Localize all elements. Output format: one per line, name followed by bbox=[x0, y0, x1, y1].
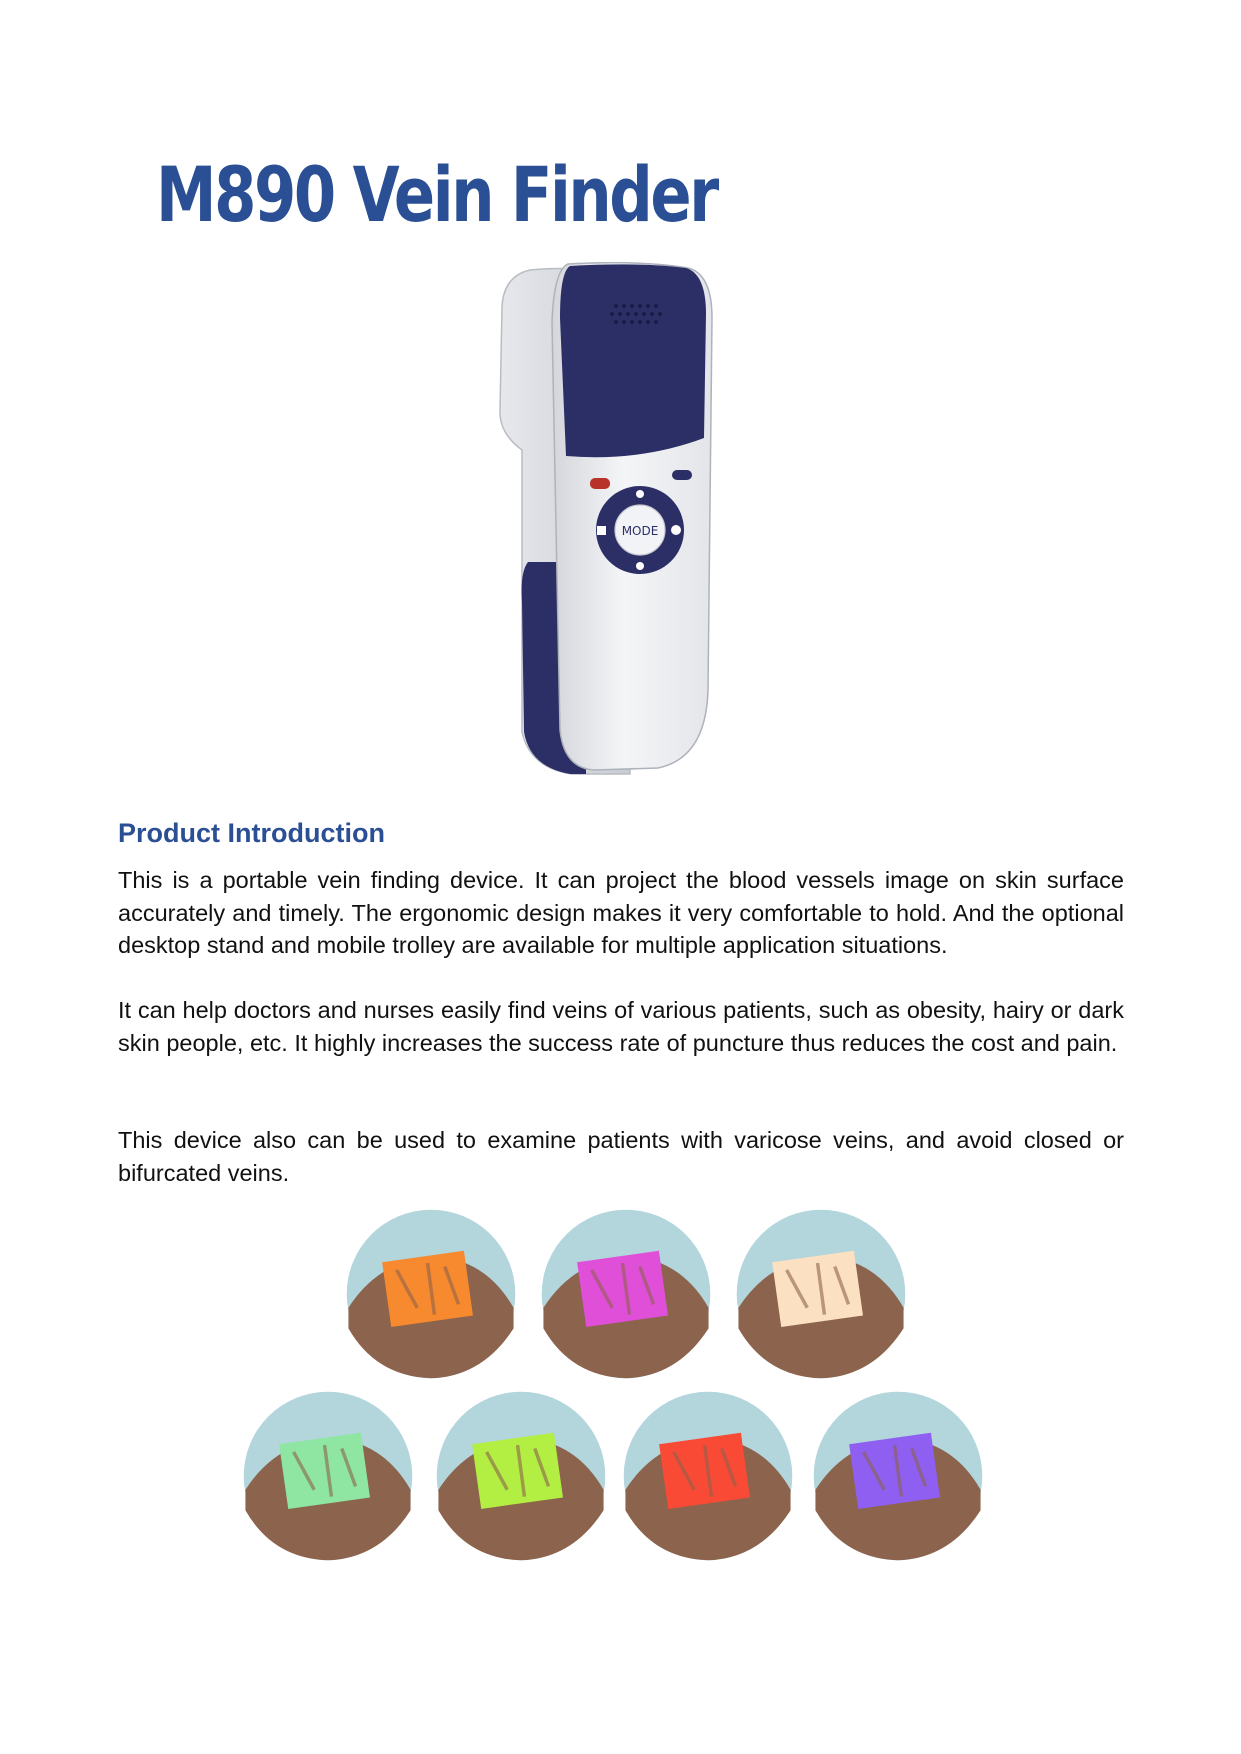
vein-projection-image-light-green bbox=[242, 1390, 414, 1562]
usb-indicator-icon bbox=[672, 470, 692, 480]
color-icon bbox=[636, 562, 644, 570]
section-heading-product-introduction: Product Introduction bbox=[118, 818, 385, 848]
intro-paragraph: It can help doctors and nurses easily find veins of various patients, such as obesity, hairy or dark skin people, etc. It highly increases the success rate of puncture thus reduces the cost and pain. bbox=[118, 997, 1124, 1056]
vein-projection-image-warm-white bbox=[735, 1208, 907, 1380]
intro-paragraph: This device also can be used to examine patients with varicose veins, and avoid closed or bifurcated veins. bbox=[118, 1127, 1124, 1186]
vein-projection-image-yellow-green bbox=[435, 1390, 607, 1562]
contrast-icon bbox=[671, 525, 681, 535]
vein-projection-image-orange bbox=[345, 1208, 517, 1380]
invert-icon bbox=[597, 526, 606, 535]
device-screen-panel bbox=[560, 264, 706, 457]
vein-projection-image-red bbox=[622, 1390, 794, 1562]
vein-projection-image-violet bbox=[812, 1390, 984, 1562]
vein-finder-device-image bbox=[490, 262, 726, 782]
intro-paragraph: This is a portable vein finding device. It can project the blood vessels image on skin surface accurately and timely. The ergonomic design makes it very comfortable to hold. And the optional desktop stand and mobile trolley are available for multiple application situations. bbox=[118, 867, 1124, 958]
power-indicator-icon bbox=[590, 478, 610, 489]
vein-projection-image-magenta bbox=[540, 1208, 712, 1380]
mode-button-label: MODE bbox=[621, 524, 659, 538]
page-title: M890 Vein Finder bbox=[156, 150, 717, 239]
brightness-icon bbox=[636, 490, 644, 498]
